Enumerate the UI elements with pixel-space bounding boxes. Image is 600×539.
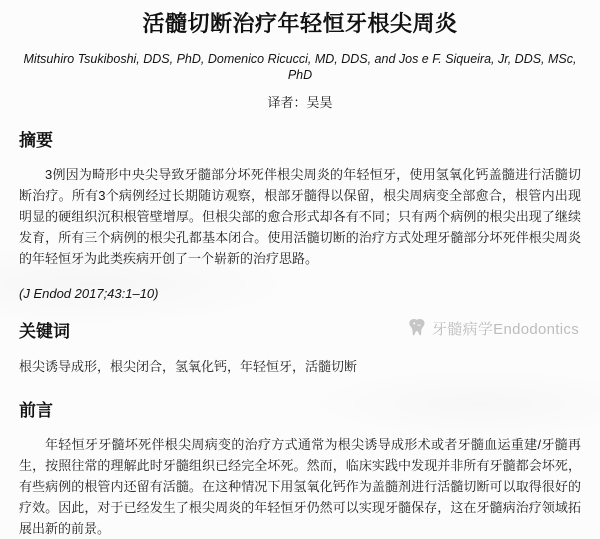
translator-line: 译者：吴昊 xyxy=(267,95,333,110)
introduction-paragraph: 年轻恒牙牙髓坏死伴根尖周病变的治疗方式通常为根尖诱导成形术或者牙髓血运重建/牙髓再生，按照往常的理解此时牙髓组织已经完全坏死。然而，临床实践中发现并非所有牙髓都会坏死，有些病例的根管内还留有活髓。在这种情况下用氢氧化钙作为盖髓剂进行活髓切断可以取得很好的疗效。因此，对于已经发生了根尖周炎的年轻恒牙仍然可以实现牙髓保存，这在牙髓病治疗领域拓展出新的前景。 xyxy=(19,437,581,536)
watermark-label: 牙髓病学Endodontics xyxy=(431,320,579,338)
article-title: 活髓切断治疗年轻恒牙根尖周炎 xyxy=(142,11,458,36)
abstract-heading: 摘要 xyxy=(19,131,53,150)
journal-citation: (J Endod 2017;43:1–10) xyxy=(19,286,159,301)
abstract-paragraph: 3例因为畸形中央尖导致牙髓部分坏死伴根尖周炎的年轻恒牙，使用氢氧化钙盖髓进行活髓切断治疗。所有3个病例经过长期随访观察，根部牙髓得以保留，根尖周病变全部愈合，根管内出现明显的硬组织沉积根管壁增厚。但根尖部的愈合形式却各有不同；只有两个病例的根尖出现了继续发育，所有三个病例的根尖孔都基本闭合。使用活髓切断的治疗方式处理牙髓部分坏死伴根尖周炎的年轻恒牙为此类疾病开创了一个崭新的治疗思路。 xyxy=(19,167,581,266)
keywords-heading: 关键词 xyxy=(19,322,70,341)
introduction-heading: 前言 xyxy=(19,401,53,420)
authors-line: Mitsuhiro Tsukiboshi, DDS, PhD, Domenico Ricucci, MD, DDS, and Jos e F. Siqueira, Jr, DDS, MSc, PhD xyxy=(23,52,577,82)
keywords-list: 根尖诱导成形，根尖闭合，氢氧化钙，年轻恒牙，活髓切断 xyxy=(19,359,358,374)
